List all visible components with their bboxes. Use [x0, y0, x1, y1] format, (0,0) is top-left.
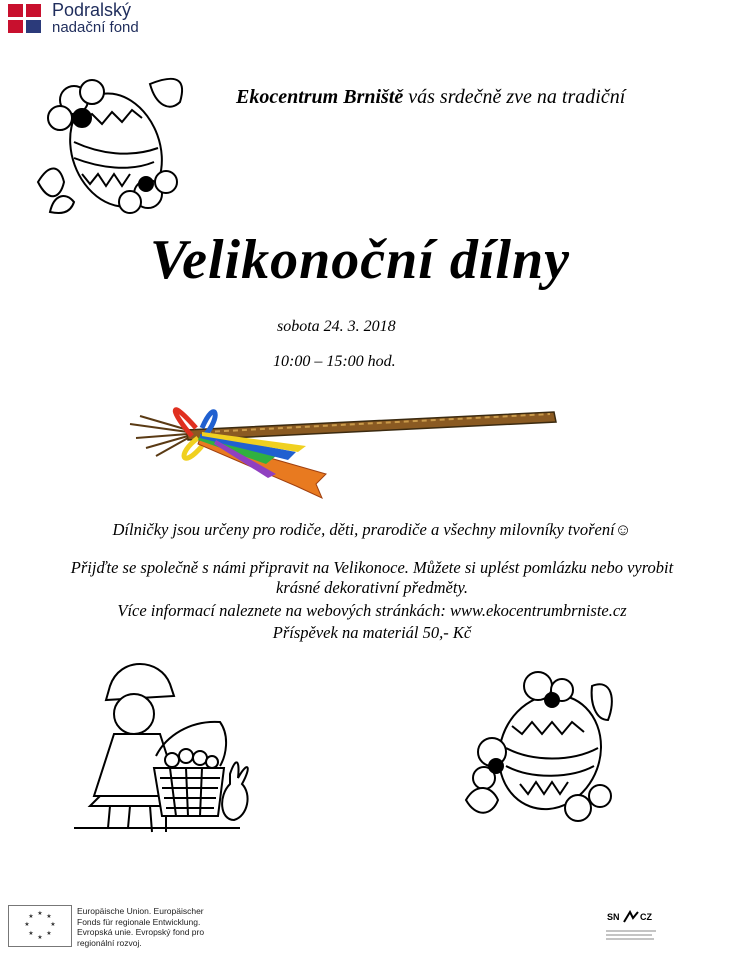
sn-cz-fine-print-icon — [604, 928, 660, 942]
svg-text:★: ★ — [28, 914, 34, 920]
svg-text:★: ★ — [46, 931, 52, 937]
svg-text:★: ★ — [24, 922, 30, 928]
website-info-text: Více informací naleznete na webových stránkách: www.ekocentrumbrniste.cz — [117, 601, 627, 620]
invitation-text: vás srdečně zve na tradiční — [403, 86, 626, 108]
organizer-name: Ekocentrum Brniště — [236, 86, 404, 108]
event-time: 10:00 – 15:00 hod. — [273, 353, 396, 370]
logo-name: Podralský — [52, 0, 132, 20]
sn-cz-logo-icon — [622, 910, 640, 924]
event-title: Velikonoční dílny — [150, 229, 570, 291]
svg-text:★: ★ — [37, 911, 43, 917]
pomlazka-illustration — [126, 394, 558, 502]
description-text-line-2: krásné dekorativní předměty. — [276, 578, 468, 597]
girl-with-basket-illustration — [70, 656, 254, 834]
sn-label: SN — [607, 912, 620, 922]
svg-text:★: ★ — [37, 935, 43, 941]
svg-text:★: ★ — [50, 922, 56, 928]
description-text-line-1: Přijďte se společně s námi připravit na Velikonoce. Můžete si uplést pomlázku nebo vyrobit — [70, 558, 674, 577]
easter-egg-bottom-illustration — [462, 670, 618, 826]
easter-egg-flowers-illustration — [30, 62, 188, 214]
audience-text: Dílničky jsou určeny pro rodiče, děti, prarodiče a všechny milovníky tvoření☺ — [112, 520, 632, 539]
cz-label: CZ — [640, 912, 652, 922]
logo-subtitle: nadační fond — [52, 19, 139, 36]
podralsky-logo-icon — [8, 4, 42, 34]
fee-text: Příspěvek na materiál 50,- Kč — [272, 623, 472, 642]
invitation-line — [236, 86, 625, 109]
svg-text:★: ★ — [28, 931, 34, 937]
svg-text:★: ★ — [46, 914, 52, 920]
event-date: sobota 24. 3. 2018 — [277, 318, 396, 335]
eu-flag-icon — [8, 905, 72, 947]
eu-funding-text: Europäische Union. Europäischer Fonds für regionale Entwicklung. Evropská unie. Evropský fond pro regionální rozvoj. — [77, 906, 205, 948]
